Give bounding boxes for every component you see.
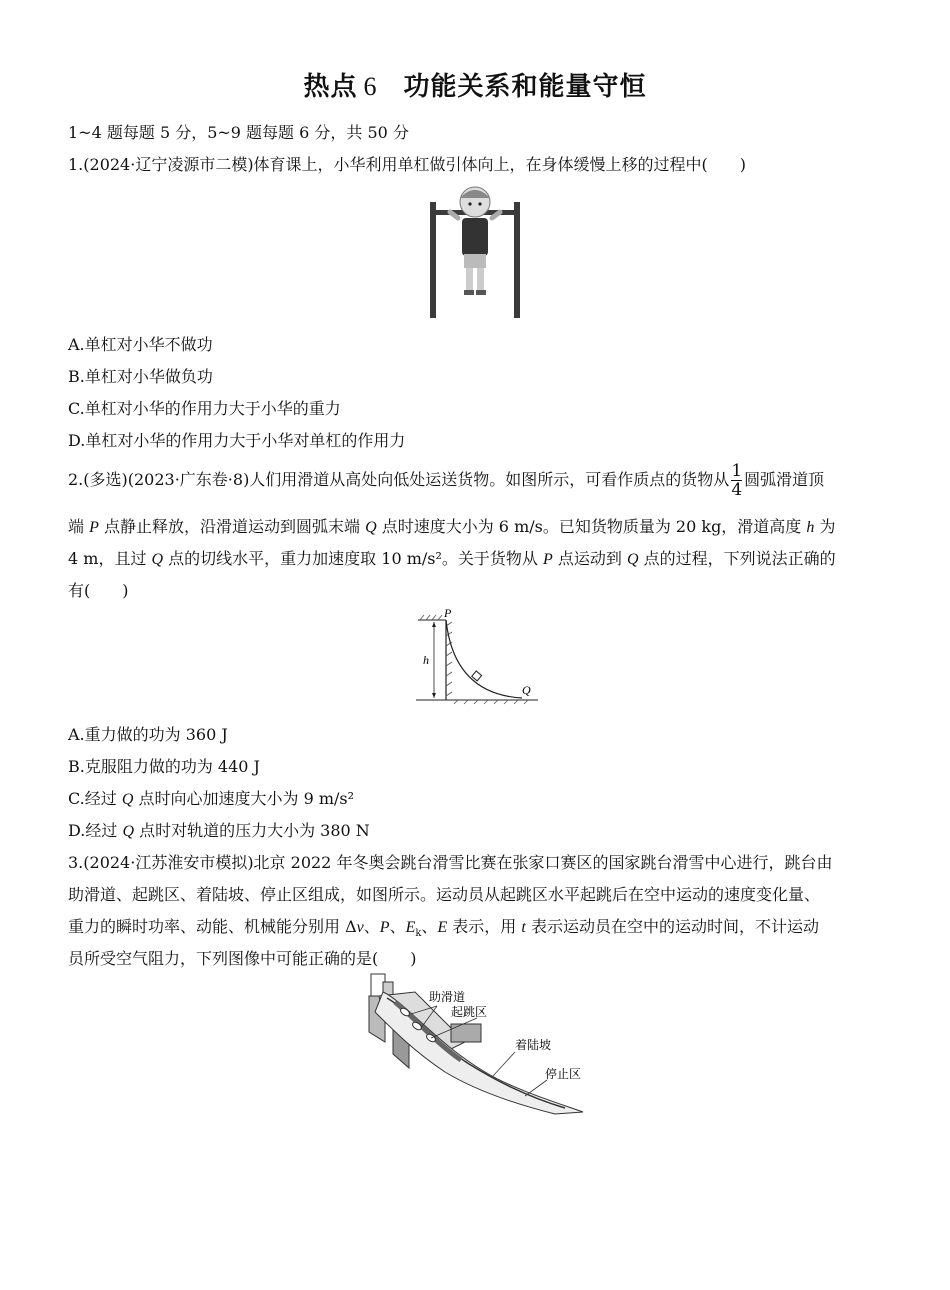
q2-option-d: [68, 818, 370, 841]
fig-label-takeoff: 起跳区: [451, 1005, 488, 1019]
slide-track-figure: [410, 606, 550, 710]
frac-numerator: 1: [731, 461, 743, 481]
q2-l3-a: 4 m，且过: [68, 549, 152, 568]
fig-label-h: h: [423, 653, 429, 667]
var-E: E: [405, 919, 416, 936]
frac-denominator: 4: [731, 480, 743, 500]
var-P: P: [379, 919, 390, 936]
title-main: 功能关系和能量守恒: [403, 72, 647, 102]
scoring-note: 1~4 题每题 5 分，5~9 题每题 6 分，共 50 分: [68, 123, 409, 142]
q2-option-a: A.重力做的功为 360 J: [68, 725, 228, 744]
q3-line1: 3.(2024·江苏淮安市模拟)北京 2022 年冬奥会跳台滑雪比赛在张家口赛区的国家跳台滑雪中心进行，跳台由: [68, 853, 833, 872]
var-Q: Q: [122, 823, 134, 840]
q2-l2-b: 点静止释放，沿滑道运动到圆弧末端: [98, 517, 366, 536]
fig-label-stop: 停止区: [545, 1067, 582, 1081]
var-v: v: [356, 919, 364, 936]
q2-option-b: B.克服阻力做的功为 440 J: [68, 757, 260, 776]
q3-line2: 助滑道、起跳区、着陆坡、停止区组成，如图所示。运动员从起跳区水平起跳后在空中运动的速度变化量、: [68, 885, 821, 904]
pullup-figure: [420, 180, 530, 322]
var-t: t: [521, 919, 526, 936]
q3-l3-a: 重力的瞬时功率、动能、机械能分别用 Δ: [68, 917, 357, 936]
q2-c-b: 点时向心加速度大小为 9 m/s²: [133, 789, 355, 808]
q2-stem-b: 圆弧滑道顶: [744, 470, 825, 489]
q3-l3-b: 表示，用: [447, 917, 522, 936]
sep: 、: [363, 917, 380, 936]
var-P: P: [543, 551, 553, 568]
q2-l3-d: 点的过程，下列说法正确的: [638, 549, 836, 568]
var-Q: Q: [365, 519, 377, 536]
q2-d-b: 点时对轨道的压力大小为 380 N: [134, 821, 370, 840]
sep: 、: [389, 917, 406, 936]
fraction-quarter: [731, 462, 742, 499]
title-number: 6: [363, 72, 378, 101]
q1-option-a: A.单杠对小华不做功: [68, 335, 213, 354]
q2-l3-c: 点运动到: [552, 549, 627, 568]
q2-stem-line3: [68, 546, 836, 569]
q3-line3: [68, 914, 819, 939]
q2-l2-d: 为: [814, 517, 836, 536]
q2-d-a: D.经过: [68, 821, 123, 840]
title-prefix: 热点: [303, 72, 358, 102]
var-E: E: [437, 919, 448, 936]
q3-line4: 员所受空气阻力，下列图像中可能正确的是( ): [68, 949, 417, 968]
fig-label-P: P: [444, 606, 452, 620]
q1-option-c: C.单杠对小华的作用力大于小华的重力: [68, 399, 341, 418]
fig-label-runway: 助滑道: [429, 990, 466, 1004]
q1-option-d: D.单杠对小华的作用力大于小华对单杠的作用力: [68, 431, 406, 450]
q1-option-b: B.单杠对小华做负功: [68, 367, 213, 386]
q2-option-c: [68, 786, 354, 809]
q2-c-a: C.经过: [68, 789, 122, 808]
ski-jump-figure: [365, 972, 593, 1122]
var-Q: Q: [121, 791, 134, 808]
sub-k: k: [415, 928, 422, 940]
var-Q: Q: [626, 551, 639, 568]
page-title: [0, 66, 950, 103]
q2-l2-a: 端: [68, 517, 90, 536]
var-Q: Q: [151, 551, 164, 568]
q2-stem-line1: [68, 462, 824, 499]
var-P: P: [89, 519, 99, 536]
q2-stem-line2: [68, 514, 836, 537]
var-h: h: [806, 519, 815, 536]
fig-label-Q: Q: [522, 683, 531, 697]
q1-stem: 1.(2024·辽宁凌源市二模)体育课上，小华利用单杠做引体向上，在身体缓慢上移的过程中( ): [68, 155, 747, 174]
sep: 、: [421, 917, 438, 936]
q2-l2-c: 点时速度大小为 6 m/s。已知货物质量为 20 kg，滑道高度: [376, 517, 807, 536]
q3-l3-c: 表示运动员在空中的运动时间，不计运动: [525, 917, 819, 936]
q2-stem-a: 2.(多选)(2023·广东卷·8)人们用滑道从高处向低处运送货物。如图所示，可看作质点的货物从: [68, 470, 730, 489]
q2-stem-line4: 有( ): [68, 581, 129, 600]
fig-label-landing: 着陆坡: [515, 1038, 552, 1052]
q2-l3-b: 点的切线水平，重力加速度取 10 m/s²。关于货物从: [163, 549, 543, 568]
